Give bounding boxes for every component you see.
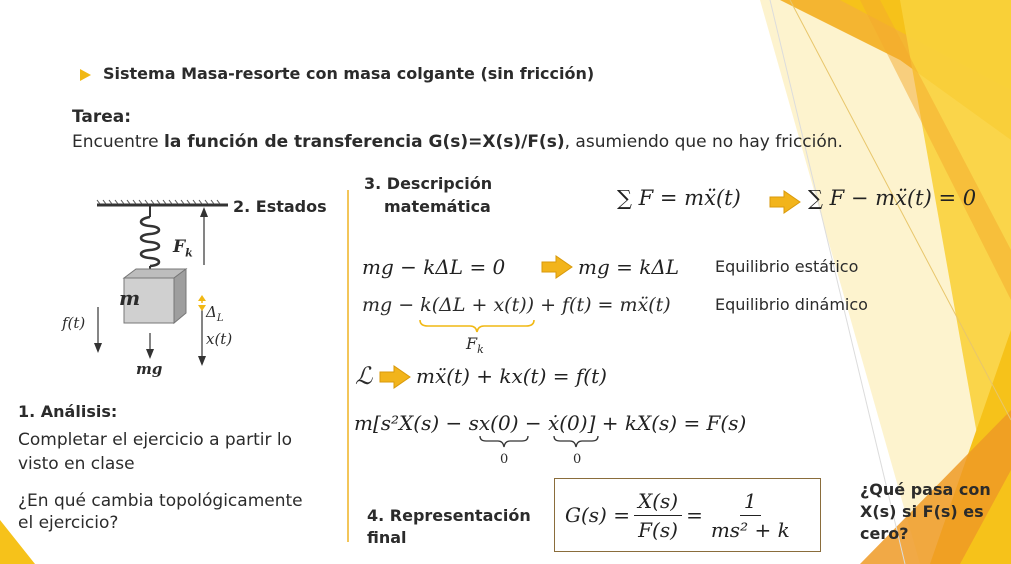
final-heading-line-1: 4. Representación (367, 506, 531, 525)
laplace-transformed-equation: m[s²X(s) − sx(0) − ẋ(0)] + kX(s) = F(s) (354, 411, 747, 435)
static-equilibrium-label: Equilibrio estático (715, 257, 859, 276)
task-text (72, 132, 843, 152)
tf-numerator-xs: X(s) (634, 489, 682, 516)
topology-question-line-2: el ejercicio? (18, 513, 119, 533)
static-result-equation: mg = kΔL (578, 255, 680, 279)
mass-label: m (119, 286, 141, 310)
dynamic-equation: mg − k(ΔL + x(t)) + f(t) = mẍ(t) (362, 294, 671, 316)
zero-question-line-3: cero? (860, 524, 909, 543)
delta-subscript: L (216, 313, 224, 324)
tf-denominator-fs: F(s) (638, 517, 678, 542)
analysis-heading: 1. Análisis: (18, 402, 118, 421)
delta-symbol: Δ (206, 303, 217, 321)
tf-numerator-one: 1 (740, 489, 761, 516)
description-heading-line-1: 3. Descripción (364, 174, 493, 193)
tf-fraction-final (707, 489, 794, 542)
initial-condition-zero-2: 0 (573, 452, 582, 467)
zero-question-line-1: ¿Qué pasa con (860, 480, 991, 499)
bullet-triangle-icon (78, 68, 92, 82)
initial-condition-zero-1: 0 (500, 452, 509, 467)
zero-question-line-2: X(s) si F(s) es (860, 502, 984, 521)
underbraces-initial-conditions (478, 434, 608, 452)
laplace-symbol: ℒ (355, 362, 373, 390)
fk-brace-symbol: F (466, 334, 478, 353)
implies-arrow-icon (378, 365, 412, 389)
implies-arrow-icon (540, 255, 574, 279)
task-text-bold: la función de transferencia G(s)=X(s)/F(s) (164, 132, 565, 152)
spring-force-subscript: k (185, 246, 193, 260)
static-equation: mg − kΔL = 0 (362, 255, 506, 279)
displacement-label: x(t) (206, 330, 233, 348)
underbrace-fk (418, 318, 536, 334)
final-heading-line-2: final (367, 528, 407, 547)
spring-force-symbol: F (173, 237, 186, 257)
newton-equation: ∑ F = mẍ(t) (617, 186, 741, 210)
weight-label: mg (136, 360, 163, 378)
task-text-pre: Encuentre (72, 132, 165, 152)
column-divider (347, 190, 349, 542)
fk-brace-label (466, 334, 484, 356)
newton-equilibrium-equation: ∑ F − mẍ(t) = 0 (808, 186, 977, 210)
implies-arrow-icon (768, 190, 802, 214)
task-label: Tarea: (72, 107, 132, 127)
tf-equals: = (686, 503, 703, 527)
slide-title: Sistema Masa-resorte con masa colgante (sin fricción) (103, 64, 595, 83)
topology-question-line-1: ¿En qué cambia topológicamente (18, 491, 303, 511)
ode-equation: mẍ(t) + kx(t) = f(t) (416, 364, 607, 388)
task-text-post: , asumiendo que no hay fricción. (564, 132, 843, 152)
fk-brace-subscript: k (477, 343, 484, 357)
tf-lhs: G(s) = (565, 503, 630, 527)
analysis-line-2: visto en clase (18, 454, 135, 474)
delta-l-label (206, 303, 223, 324)
description-heading-line-2: matemática (384, 197, 491, 216)
input-force-label: f(t) (62, 314, 86, 332)
transfer-function-box (554, 478, 821, 552)
tf-denominator-msk: ms² + k (710, 517, 790, 542)
spring-force-label (173, 237, 193, 259)
analysis-line-1: Completar el ejercicio a partir lo (18, 430, 292, 450)
tf-fraction-xs-fs (634, 489, 682, 542)
dynamic-equilibrium-label: Equilibrio dinámico (715, 295, 868, 314)
states-label: 2. Estados (233, 197, 327, 216)
